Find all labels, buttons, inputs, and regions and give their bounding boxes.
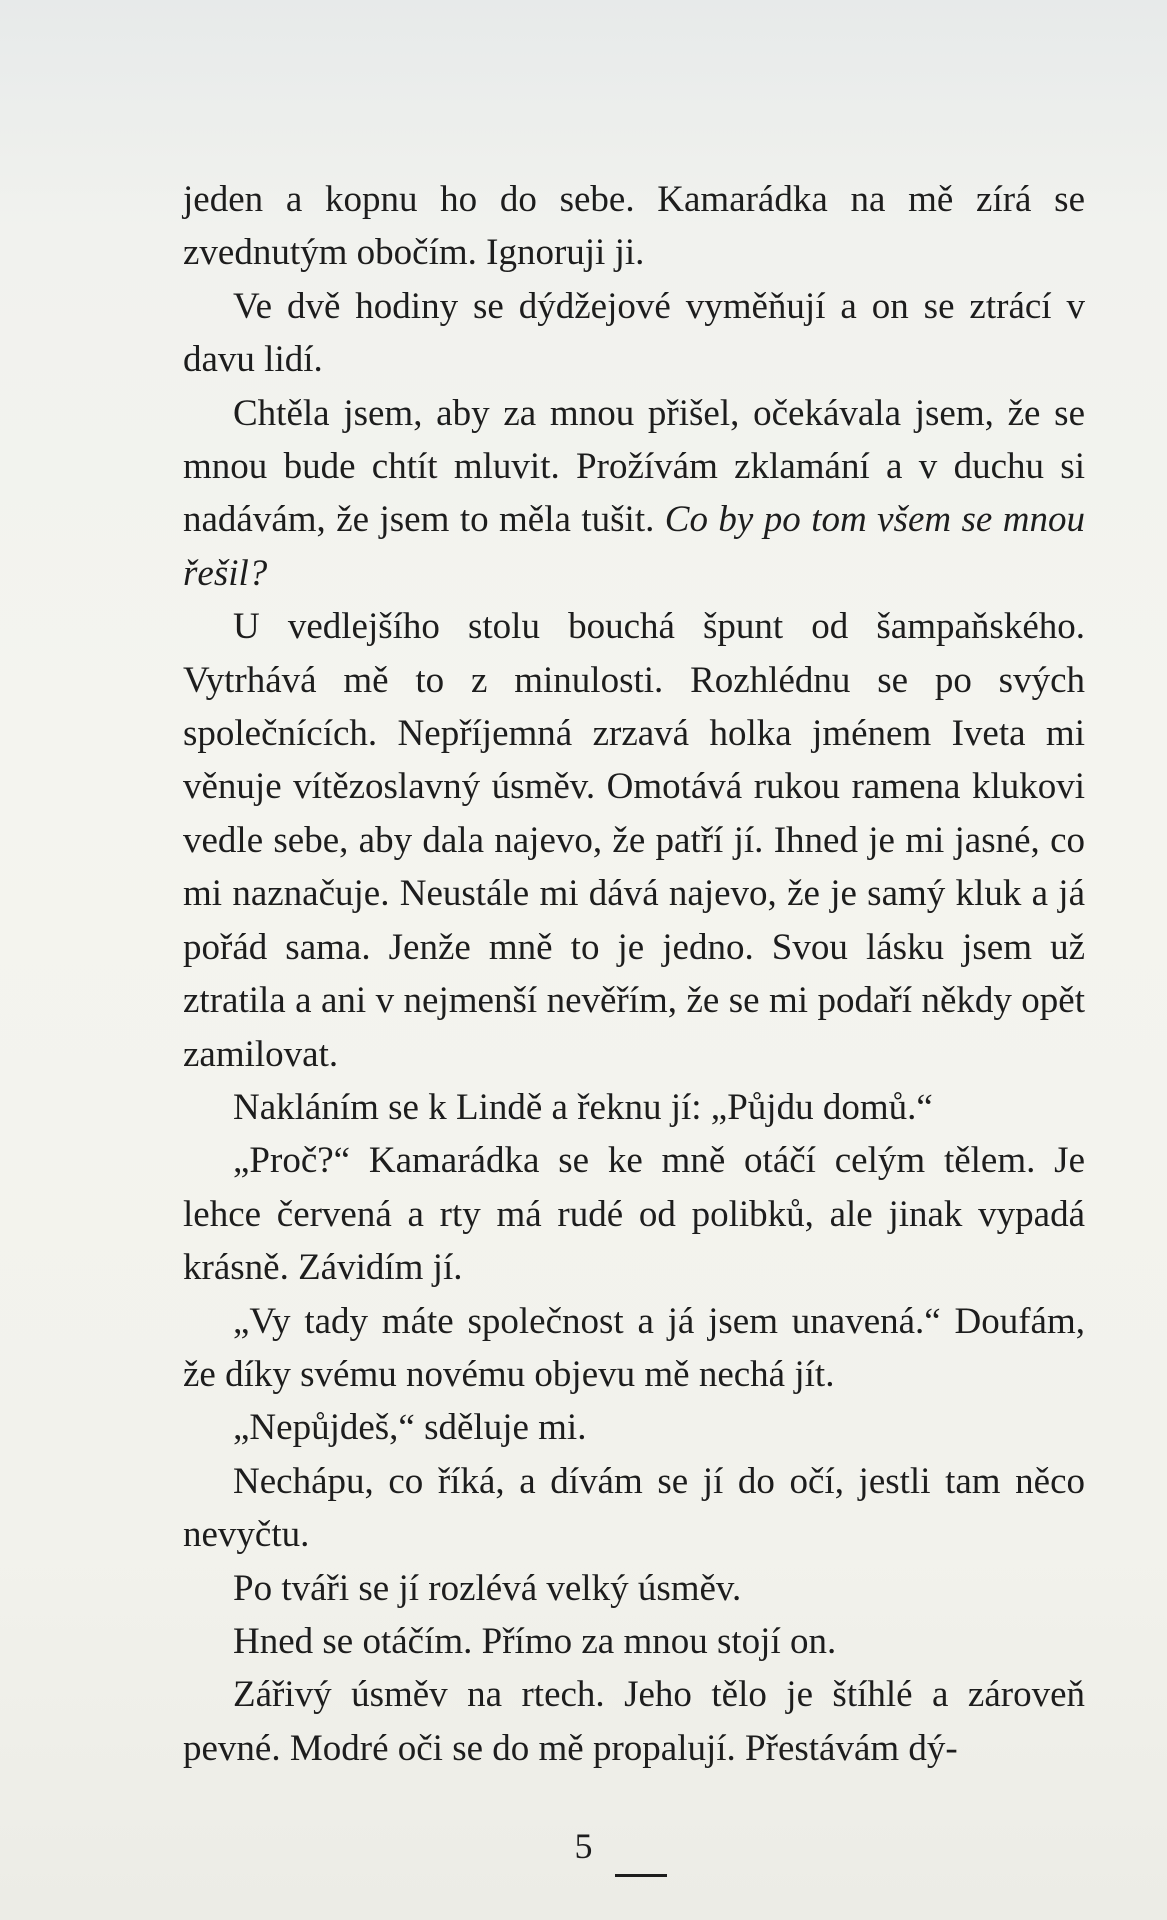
- paragraph-1: jeden a kopnu ho do sebe. Kamarádka na mě zírá se zvednutým obočím. Ignoruji ji.: [183, 179, 1085, 274]
- page-number-underline: [615, 1874, 667, 1877]
- paragraph-3-italic: Co by po tom všem se mnou řešil?: [183, 499, 1085, 594]
- paragraph-3-text: Chtěla jsem, aby za mnou přišel, očekávala jsem, že se mnou bude chtít mluvit. Prožívám zklamání a v duchu si nadávám, že jsem to měla tušit.: [183, 392, 1085, 541]
- paragraph-6: „Proč?“ Kamarádka se ke mně otáčí celým tělem. Je lehce červená a rty má rudé od polibků, ale jinak vypadá krásně. Závidím jí.: [183, 1140, 1085, 1289]
- page-number: 5: [574, 1826, 593, 1866]
- paragraph-5: Nakláním se k Lindě a řeknu jí: „Půjdu domů.“: [233, 1086, 933, 1128]
- paragraph-4: U vedlejšího stolu bouchá špunt od šampaňského. Vytrhává mě to z minulosti. Rozhlédnu se po svých společnících. Nepříjemná zrzavá holka jménem Iveta mi věnuje vítězoslavný úsměv. Omotává rukou ramena klukovi vedle sebe, aby dala najevo, že patří jí. Ihned je mi jasné, co mi naznačuje. Neustále mi dává najevo, že je samý kluk a já pořád sama. Jenže mně to je jedno. Svou lásku jsem už ztratila a ani v nejmenší nevěřím, že se mi podaří někdy opět zamilovat.: [183, 606, 1085, 1075]
- paragraph-12: Zářivý úsměv na rtech. Jeho tělo je štíhlé a zároveň pevné. Modré oči se do mě propalují. Přestávám dý-: [183, 1674, 1085, 1769]
- paragraph-3: [183, 387, 1085, 601]
- body-text: [183, 173, 1085, 1775]
- paragraph-8: „Nepůjdeš,“ sděluje mi.: [233, 1407, 587, 1449]
- paragraph-2: Ve dvě hodiny se dýdžejové vyměňují a on se ztrácí v davu lidí.: [183, 285, 1085, 381]
- paragraph-7: „Vy tady máte společnost a já jsem unavená.“ Doufám, že díky svému novému objevu mě nechá jít.: [183, 1300, 1085, 1395]
- paragraph-11: Hned se otáčím. Přímo za mnou stojí on.: [233, 1620, 837, 1662]
- paragraph-9: Nechápu, co říká, a dívám se jí do očí, jestli tam něco nevyčtu.: [183, 1460, 1085, 1556]
- paragraph-10: Po tváři se jí rozlévá velký úsměv.: [233, 1567, 742, 1609]
